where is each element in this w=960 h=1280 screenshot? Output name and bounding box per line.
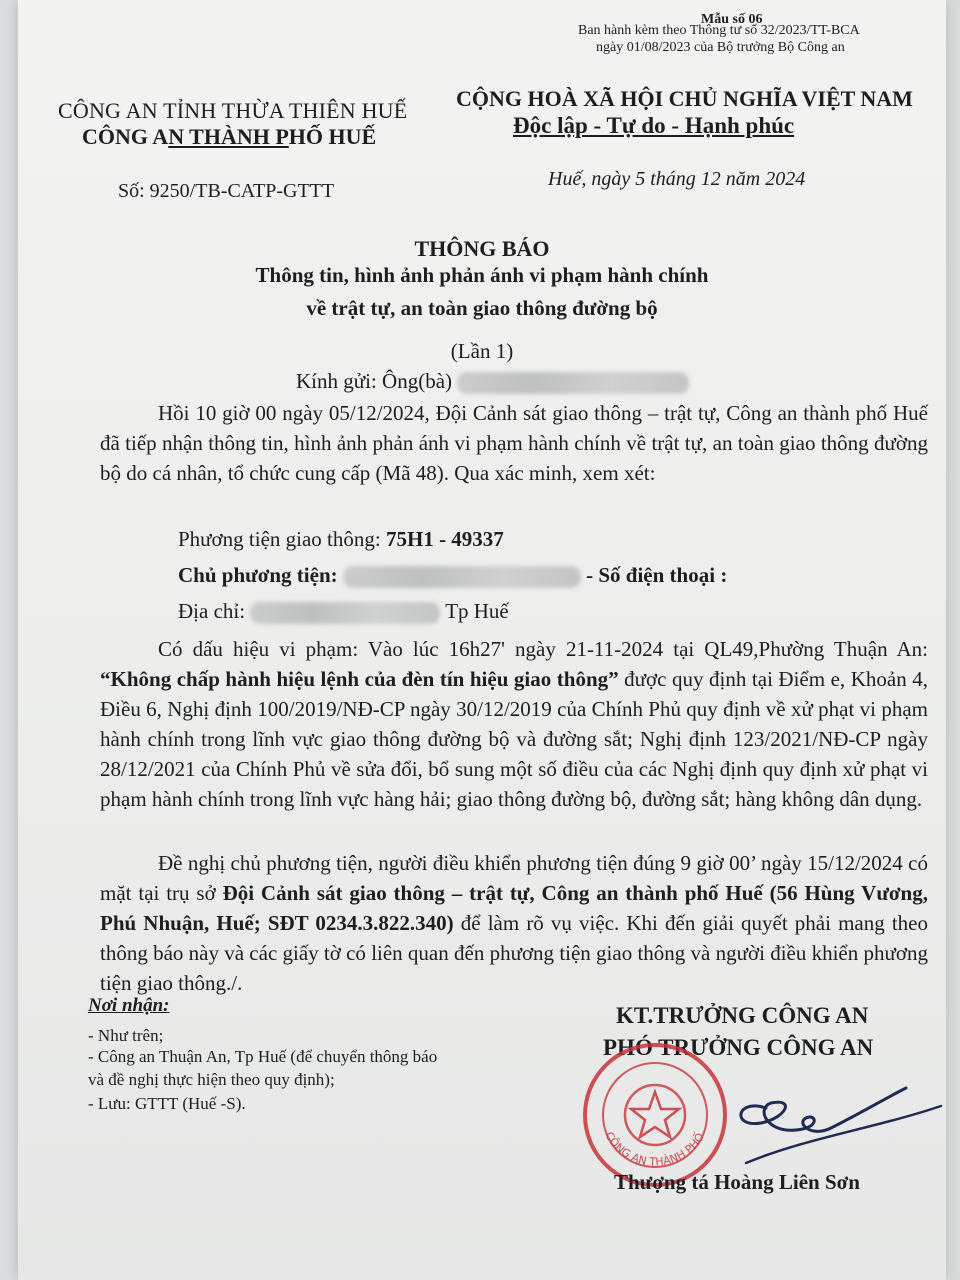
form-issued-date: ngày 01/08/2023 của Bộ trưởng Bộ Công an (596, 40, 845, 55)
redacted-name (457, 372, 689, 394)
svg-text:CÔNG AN THÀNH PHỐ: CÔNG AN THÀNH PHỐ (602, 1129, 707, 1169)
national-title: CỘNG HOÀ XÃ HỘI CHỦ NGHĨA VIỆT NAM (456, 86, 913, 111)
violation-name: “Không chấp hành hiệu lệnh của đèn tín hiệu giao thông” (100, 667, 619, 691)
phone-label: - Số điện thoại : (586, 563, 728, 587)
paragraph-intro-text: Hồi 10 giờ 00 ngày 05/12/2024, Đội Cảnh sát giao thông – trật tự, Công an thành phố Huế đã tiếp nhận thông tin, hình ảnh phản ánh vi phạm hành chính về trật tự, an toàn giao thông đường bộ do cá nhân, tổ chức cung cấp (Mã 48). Qua xác minh, xem xét: (100, 401, 928, 485)
notice-subtitle: Thông tin, hình ảnh phản ánh vi phạm hành chính (255, 263, 709, 287)
form-issued-line: Ban hành kèm theo Thông tư số 32/2023/TT-BCA (578, 23, 860, 38)
recipient-item: - Công an Thuận An, Tp Huế (để chuyển thông báo (88, 1047, 438, 1066)
recipients-title: Nơi nhận: (88, 995, 170, 1016)
paragraph-intro (100, 398, 928, 488)
document-date: Huế, ngày 5 tháng 12 năm 2024 (548, 168, 806, 190)
addressee (296, 369, 689, 394)
vehicle-line (178, 527, 504, 552)
signature-subtitle: PHÓ TRƯỞNG CÔNG AN (603, 1035, 874, 1060)
notice-subtitle-2: về trật tự, an toàn giao thông đường bộ (306, 296, 658, 320)
notice-title: THÔNG BÁO (414, 236, 550, 261)
recipient-item: - Lưu: GTTT (Huế -S). (88, 1094, 246, 1113)
request-instructions: để làm rõ vụ việc. Khi đến giải quyết phải mang theo thông báo này và các giấy tờ có liên quan đến phương tiện giao thông và người điều khiển phương tiện giao thông./. (100, 911, 929, 995)
addressee-label: Kính gửi: Ông(bà) (296, 369, 453, 393)
issuing-org (82, 124, 376, 150)
address-line (178, 599, 509, 624)
notice-issue-count: (Lần 1) (450, 339, 514, 363)
redacted-address (250, 602, 440, 624)
issuing-org-part: CÔNG A (82, 124, 169, 149)
parent-org: CÔNG AN TỈNH THỪA THIÊN HUẾ (58, 98, 408, 123)
paragraph-violation (100, 634, 928, 814)
official-seal-icon (580, 1040, 730, 1190)
violation-legal-basis: được quy định tại Điểm e, Khoản 4, Điều 6, Nghị định 100/2019/NĐ-CP ngày 30/12/2019 của Chính Phủ quy định về xử phạt vi phạm hành chính trong lĩnh vực giao thông đường bộ và đường sắt; Nghị định 123/2021/NĐ-CP ngày 28/12/2021 của Chính Phủ về sửa đổi, bổ sung một số điều của các Nghị định quy định xử phạt vi phạm hành chính trong lĩnh vực hàng hải; giao thông đường bộ, đường sắt; hàng không dân dụng. (100, 667, 928, 811)
vehicle-label: Phương tiện giao thông: (178, 527, 386, 551)
vehicle-plate: 75H1 - 49337 (385, 527, 504, 551)
request-desc: Đề nghị chủ phương tiện, người điều khiển phương tiện đúng 9 giờ 00’ ngày 15/12/2024 có mặt tại trụ sở (100, 851, 928, 905)
document-page (18, 0, 946, 1280)
issuing-org-part: HỐ HUẾ (288, 124, 377, 149)
owner-line (178, 563, 727, 588)
request-office: Đội Cảnh sát giao thông – trật tự, Công an thành phố Huế (56 Hùng Vương, Phú Nhuận, Huế; SĐT 0234.3.822.340) (100, 881, 928, 935)
redacted-owner (343, 566, 581, 588)
paragraph-request-text (100, 848, 928, 998)
signer-name: Thượng tá Hoàng Liên Sơn (614, 1170, 860, 1194)
recipient-item: và đề nghị thực hiện theo quy định); (88, 1070, 335, 1089)
national-motto: Độc lập - Tự do - Hạnh phúc (513, 113, 795, 138)
paragraph-violation-text (100, 634, 928, 814)
form-number: Mẫu số 06 (701, 12, 763, 27)
recipient-item: - Như trên; (88, 1026, 164, 1045)
violation-desc: Có dấu hiệu vi phạm: Vào lúc 16h27' ngày 21-11-2024 tại QL49,Phường Thuận An: (158, 637, 928, 661)
address-city: Tp Huế (445, 599, 509, 623)
address-label: Địa chỉ: (178, 599, 246, 623)
document-number: Số: 9250/TB-CATP-GTTT (118, 180, 335, 202)
issuing-org-underlined: N THÀNH P (168, 124, 289, 149)
signature-title: KT.TRƯỞNG CÔNG AN (616, 1003, 869, 1028)
paragraph-request (100, 848, 928, 998)
owner-label: Chủ phương tiện: (178, 563, 338, 587)
